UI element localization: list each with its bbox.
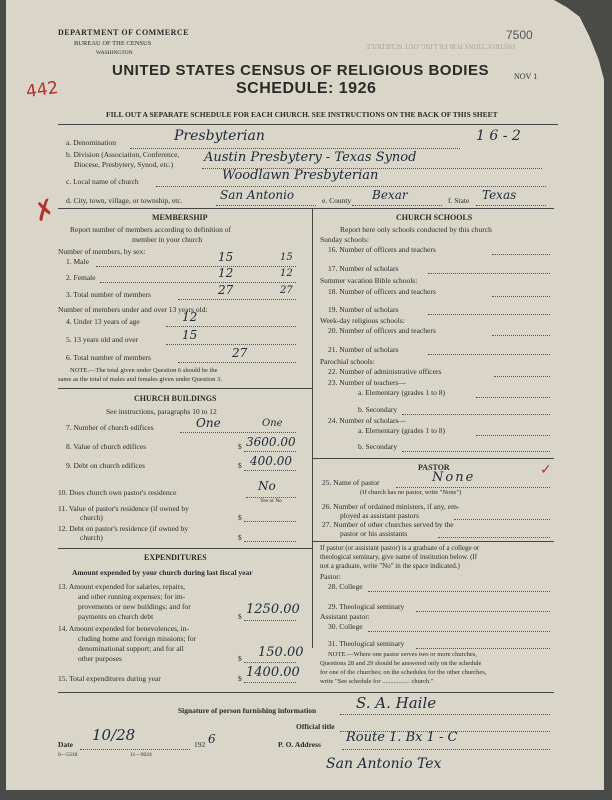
q14-label-2: cluding home and foreign missions; for	[78, 634, 197, 643]
q8-value: 3600.00	[246, 435, 296, 449]
q14-label-4: other purposes	[78, 654, 122, 663]
stamp-date: NOV 1	[514, 72, 538, 81]
q27-label: 27. Number of other churches served by the	[322, 520, 454, 529]
county-line	[352, 205, 442, 206]
q13-label: 13. Amount expended for salaries, repairs,	[58, 582, 186, 591]
denomination-line	[130, 148, 460, 149]
q25-value: None	[432, 470, 476, 485]
q3-reviewer-value: 27	[280, 285, 293, 296]
pastor-rule	[312, 458, 554, 459]
q9-label: 9. Debt on church edifices	[66, 461, 145, 470]
summer-label: Summer vacation Bible schools:	[320, 276, 418, 285]
graduate-note: If pastor (or assistant pastor) is a graduate of a college or	[320, 544, 480, 552]
membership-heading: MEMBERSHIP	[152, 213, 208, 222]
q16-line	[492, 254, 550, 255]
graduate-note-2: theological seminary, give name of institution below. (If	[320, 553, 478, 561]
expenditures-heading: EXPENDITURES	[144, 553, 207, 562]
q17-label: 17. Number of scholars	[328, 264, 399, 273]
pastor-heading: PASTOR	[418, 463, 450, 472]
q24b-line	[402, 451, 550, 452]
q5-value: 15	[182, 328, 198, 342]
q13-label-2: and other running expenses; for im-	[78, 592, 186, 601]
q12-label: 12. Debt on pastor's residence (if owned by	[58, 524, 189, 533]
q11-dollar: $	[238, 513, 242, 522]
q30-line	[368, 631, 550, 632]
pastor-note-3: for one of the churches; on the schedules for the other churches,	[320, 669, 487, 676]
membership-note: NOTE.—The total given under Question 6 should be the	[70, 367, 218, 374]
q7-label: 7. Number of church edifices	[66, 423, 154, 432]
form-instruction: FILL OUT A SEPARATE SCHEDULE FOR EACH CHURCH. SEE INSTRUCTIONS ON THE BACK OF THIS SHEET	[106, 110, 498, 119]
q2-value: 12	[218, 266, 234, 280]
buildings-rule	[58, 388, 312, 389]
q25-note: (If church has no pastor, write "None")	[360, 489, 462, 496]
po-address-label: P. O. Address	[278, 740, 321, 749]
buildings-intro: See instructions, paragraphs 10 to 12	[106, 407, 217, 416]
red-x-mark: ✗	[29, 193, 61, 229]
pastor-sub-label: Pastor:	[320, 572, 341, 581]
q10-label: 10. Does church own pastor's residence	[58, 488, 177, 497]
division-label: b. Division (Association, Conference,	[66, 150, 180, 159]
q6-value: 27	[232, 346, 248, 360]
q26-label: 26. Number of ordained ministers, if any, em-	[322, 502, 460, 511]
po-address-value: Route 1. Bx 1 - C	[346, 730, 458, 745]
show-through-text: INSTRUCTIONS FOR FILLING OUT SCHEDULE	[366, 42, 516, 50]
q7-reviewer-value: One	[262, 418, 283, 429]
city-line	[216, 205, 316, 206]
q13-label-4: payments on church debt	[78, 612, 154, 621]
q13-dollar: $	[238, 612, 242, 621]
form-code: 6—5318	[58, 752, 78, 758]
q5-label: 5. 13 years old and over	[66, 335, 139, 344]
schedule-title: SCHEDULE: 1926	[236, 80, 377, 97]
bureau-name: BUREAU OF THE CENSUS	[74, 40, 152, 47]
q4-label: 4. Under 13 years of age	[66, 317, 140, 326]
membership-intro-2: member in your church	[132, 235, 203, 244]
q20-label: 20. Number of officers and teachers	[328, 326, 436, 335]
date-line	[80, 749, 190, 750]
q1-line	[96, 266, 296, 267]
q18-label: 18. Number of officers and teachers	[328, 287, 436, 296]
q23a-label: a. Elementary (grades 1 to 8)	[358, 388, 446, 397]
q14-value: 150.00	[258, 645, 304, 660]
q3-label: 3. Total number of members	[66, 290, 151, 299]
q7-value: One	[196, 416, 221, 430]
q16-label: 16. Number of officers and teachers	[328, 245, 436, 254]
q2-line	[100, 282, 296, 283]
pastor-note-2: Questions 28 and 29 should be answered only on the schedule	[320, 660, 482, 667]
state-value: Texas	[482, 188, 517, 202]
q1-reviewer-value: 15	[280, 252, 293, 263]
torn-corner	[554, 0, 612, 120]
q11-label: 11. Value of pastor's residence (if owned by	[58, 504, 189, 513]
signature-label: Signature of person furnishing information	[178, 706, 317, 715]
q31-label: 31. Theological seminary	[328, 639, 405, 648]
signature-value: S. A. Haile	[356, 694, 437, 712]
denomination-label: a. Denomination	[66, 138, 116, 147]
q23b-label: b. Secondary	[358, 405, 398, 414]
year-prefix: 192	[194, 740, 206, 749]
q29-label: 29. Theological seminary	[328, 602, 405, 611]
column-divider	[312, 208, 313, 648]
q26-line	[454, 519, 550, 520]
q28-label: 28. College	[328, 582, 363, 591]
form-code-2: 11—9024	[130, 752, 152, 758]
q8-label: 8. Value of church edifices	[66, 442, 147, 451]
q23-label: 23. Number of teachers—	[328, 378, 406, 387]
state-line	[476, 205, 546, 206]
po-address-value-2: San Antonio Tex	[326, 756, 442, 772]
q9-line	[244, 470, 296, 471]
footer-rule	[58, 692, 554, 693]
q6-line	[178, 362, 296, 363]
q15-line	[244, 682, 296, 683]
q2-reviewer-value: 12	[280, 268, 293, 279]
q2-label: 2. Female	[66, 273, 96, 282]
q22-line	[494, 376, 550, 377]
expenditures-rule	[58, 548, 312, 549]
graduate-note-3: not a graduate, write "No" in the space indicated.)	[320, 562, 460, 570]
q3-value: 27	[218, 283, 234, 297]
red-check-mark: ✓	[540, 462, 552, 478]
q18-line	[492, 296, 550, 297]
q5-line	[166, 344, 296, 345]
q24b-label: b. Secondary	[358, 442, 398, 451]
division-label-2: Diocese, Presbytery, Synod, etc.)	[74, 160, 174, 169]
q15-dollar: $	[238, 674, 242, 683]
signature-line	[340, 714, 550, 715]
pastor-note: NOTE.—Where one pastor serves two or more churches,	[328, 651, 477, 658]
pastor-note-4: write "See schedule for ................. church."	[320, 678, 434, 685]
q22-label: 22. Number of administrative officers	[328, 367, 442, 376]
graduate-rule	[312, 541, 554, 542]
division-value: Austin Presbytery - Texas Synod	[204, 150, 417, 165]
q25-line	[396, 487, 550, 488]
q11-line	[244, 521, 296, 522]
date-label: Date	[58, 740, 73, 749]
q30-label: 30. College	[328, 622, 363, 631]
assistant-sub-label: Assistant pastor:	[320, 612, 370, 621]
header-rule	[58, 124, 558, 125]
department-name: DEPARTMENT OF COMMERCE	[58, 28, 190, 37]
q11-label-2: church)	[80, 513, 103, 522]
q15-value: 1400.00	[246, 665, 300, 680]
denomination-value: Presbyterian	[174, 128, 265, 144]
membership-note-2: same as the total of males and females given under Question 3.	[58, 376, 222, 383]
census-form-sheet	[6, 0, 604, 790]
q8-dollar: $	[238, 442, 242, 451]
q12-label-2: church)	[80, 533, 103, 542]
q17-line	[428, 273, 550, 274]
q4-value: 12	[182, 310, 198, 324]
q10-sub-label: Yes or No	[260, 498, 283, 504]
q25-label: 25. Name of pastor	[322, 478, 380, 487]
q19-line	[428, 314, 550, 315]
q1-label: 1. Male	[66, 257, 89, 266]
q15-label: 15. Total expenditures during year	[58, 674, 161, 683]
local-name-value: Woodlawn Presbyterian	[222, 168, 379, 183]
q24-label: 24. Number of scholars—	[328, 416, 406, 425]
parochial-label: Parochial schools:	[320, 357, 375, 366]
q13-label-3: provements or new buildings; and for	[78, 602, 191, 611]
q12-line	[244, 541, 296, 542]
section-top-rule	[58, 208, 554, 209]
q20-line	[492, 335, 550, 336]
stamp-number: 7500	[506, 28, 533, 42]
q6-label: 6. Total number of members	[66, 353, 151, 362]
city-value: San Antonio	[220, 188, 295, 202]
year-value: 6	[208, 732, 216, 746]
q3-line	[178, 299, 296, 300]
state-label: f. State	[448, 196, 470, 205]
q29-line	[416, 611, 550, 612]
county-value: Bexar	[372, 188, 408, 202]
city-name: WASHINGTON	[96, 50, 133, 56]
sunday-label: Sunday schools:	[320, 235, 369, 244]
age-intro-label: Number of members under and over 13 years old:	[58, 305, 208, 314]
q26-label-2: ployed as assistant pastors	[340, 511, 419, 520]
local-name-line	[156, 186, 546, 187]
q21-label: 21. Number of scholars	[328, 345, 399, 354]
q14-dollar: $	[238, 654, 242, 663]
weekday-label: Week-day religious schools:	[320, 316, 405, 325]
q10-value: No	[258, 479, 276, 493]
q7-line	[180, 432, 296, 433]
q9-dollar: $	[238, 461, 242, 470]
q21-line	[428, 354, 550, 355]
by-sex-label: Number of members, by sex:	[58, 247, 146, 256]
buildings-heading: CHURCH BUILDINGS	[134, 394, 217, 403]
red-mark-number: 442	[24, 77, 60, 103]
official-title-label: Official title	[296, 722, 335, 731]
denomination-code: 1 6 - 2	[476, 128, 521, 144]
county-label: e. County	[322, 196, 352, 205]
schools-heading: CHURCH SCHOOLS	[396, 213, 473, 222]
q14-label: 14. Amount expended for benevolences, in-	[58, 624, 190, 633]
q27-line	[438, 537, 550, 538]
q27-label-2: pastor or his assistants	[340, 529, 408, 538]
local-name-label: c. Local name of church	[66, 177, 139, 186]
q14-line	[244, 662, 296, 663]
q12-dollar: $	[238, 533, 242, 542]
q23a-line	[476, 397, 550, 398]
q19-label: 19. Number of scholars	[328, 305, 399, 314]
q13-line	[244, 620, 296, 621]
q4-line	[166, 326, 296, 327]
q8-line	[244, 451, 296, 452]
date-value: 10/28	[92, 726, 136, 744]
po-address-line	[342, 749, 550, 750]
q31-line	[416, 648, 550, 649]
q14-label-3: denominational support; and for all	[78, 644, 184, 653]
form-title: UNITED STATES CENSUS OF RELIGIOUS BODIES	[112, 62, 489, 79]
q13-value: 1250.00	[246, 602, 300, 617]
expenditures-intro: Amount expended by your church during last fiscal year	[72, 568, 253, 577]
q9-value: 400.00	[250, 454, 292, 468]
q24a-label: a. Elementary (grades 1 to 8)	[358, 426, 446, 435]
q23b-line	[402, 414, 550, 415]
q28-line	[368, 591, 550, 592]
q1-value: 15	[218, 250, 234, 264]
q24a-line	[476, 435, 550, 436]
city-label: d. City, town, village, or township, etc.	[66, 196, 183, 205]
membership-intro: Report number of members according to definition of	[70, 225, 231, 234]
schools-intro: Report here only schools conducted by this church	[340, 225, 492, 234]
